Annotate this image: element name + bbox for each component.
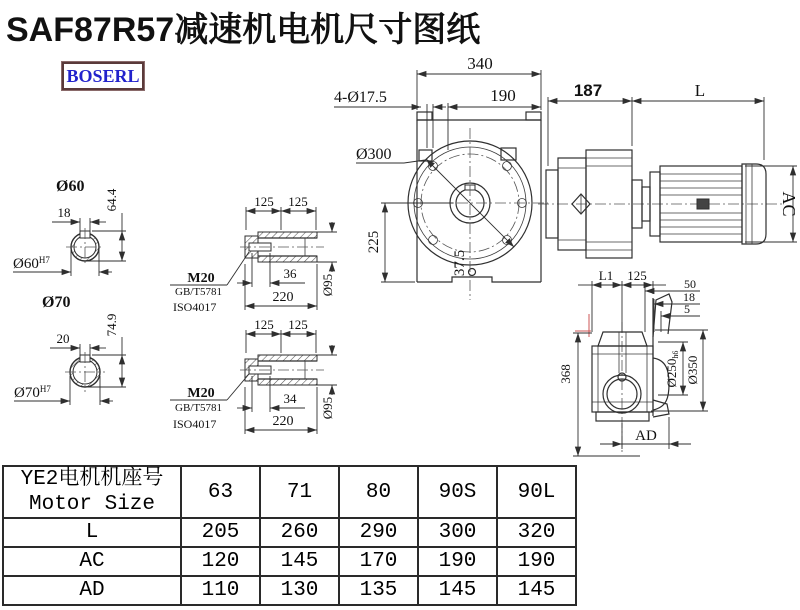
col-63: 63 [181,466,260,518]
cell-AD-63: 110 [181,576,260,605]
dim-125a-bot: 125 [254,317,274,332]
col-80: 80 [339,466,418,518]
front-view [334,54,548,300]
table-header-motor-size [3,466,181,518]
side-view [538,81,799,258]
label-thread-bot: M20 [187,386,215,401]
row-label-AD: AD [3,576,181,605]
label-bore-70-tol: H7 [39,384,51,394]
dim-340: 340 [467,54,493,73]
col-90S: 90S [418,466,497,518]
dim-368: 368 [558,364,573,384]
dim-34: 34 [283,391,297,406]
dim-250h6-tol: h6 [671,350,680,359]
dim-50: 50 [684,277,696,291]
dim-350: Ø350 [685,355,700,385]
label-thread-top: M20 [187,271,215,286]
label-bore-60-tol: H7 [38,255,50,265]
dim-AC: AC [779,191,799,217]
row-label-L: L [3,518,181,547]
shaft-section-70 [14,294,126,405]
dim-225: 225 [366,230,382,254]
dim-220-top: 220 [272,290,294,305]
header-line1: YE2电机机座号 [20,468,164,491]
col-71: 71 [260,466,339,518]
cell-AD-80: 135 [339,576,418,605]
dim-125b-bot: 125 [288,317,308,332]
dim-220-bot: 220 [272,414,294,429]
dim-95-top: Ø95 [320,273,335,297]
dim-37-5: 37.5 [452,249,468,277]
label-std2-top: ISO4017 [173,300,217,314]
sleeve-detail-bottom [170,317,337,434]
cell-L-80: 290 [339,518,418,547]
label-std2-bot: ISO4017 [173,417,217,431]
dim-250h6-main: Ø250 [664,358,679,388]
dim-L1: L1 [598,268,614,283]
table-row-L [3,518,576,547]
dim-L: L [694,81,706,100]
dim-5: 5 [684,302,690,316]
section-title-60: Ø60 [56,178,85,195]
label-bore-70-main: Ø70 [14,385,40,401]
cell-AD-71: 130 [260,576,339,605]
label-bore-60-main: Ø60 [13,256,39,272]
row-label-AC: AC [3,547,181,576]
cell-AC-80: 170 [339,547,418,576]
section-title-70: Ø70 [42,294,71,311]
dim-95-bot: Ø95 [320,396,335,420]
dim-190: 190 [490,86,516,105]
table-row-AD [3,576,576,605]
dim-187: 187 [573,81,603,100]
page-title: SAF87R57减速机电机尺寸图纸 [6,11,481,49]
dim-125a-top: 125 [254,194,274,209]
dim-20-key70: 20 [56,331,70,346]
cell-L-90L: 320 [497,518,576,547]
dim-AD: AD [635,428,657,444]
label-holes: 4-Ø17.5 [334,89,387,106]
dim-18-key60: 18 [57,205,71,220]
header-line2: Motor Size [28,493,156,516]
dim-64-4: 64.4 [104,188,119,212]
label-flange-dia: Ø300 [356,146,392,163]
cell-L-63: 205 [181,518,260,547]
shaft-section-60 [13,178,126,276]
table-row-AC [3,547,576,576]
label-bore-60 [13,255,50,272]
dim-18-rear: 18 [683,290,695,304]
label-std1-bot: GB/T5781 [175,402,223,414]
label-bore-70 [14,384,51,401]
dim-125b-top: 125 [288,194,308,209]
cell-AD-90L: 145 [497,576,576,605]
dim-125-rear: 125 [627,268,647,283]
rear-view [558,268,708,456]
sleeve-detail-top [170,194,337,314]
cell-AC-71: 145 [260,547,339,576]
table-header-row [3,466,576,518]
dim-36: 36 [283,266,297,281]
label-std1-top: GB/T5781 [175,286,223,298]
cell-AC-90L: 190 [497,547,576,576]
motor-size-table [2,465,577,606]
cell-L-90S: 300 [418,518,497,547]
cell-L-71: 260 [260,518,339,547]
dim-250h6 [664,351,680,388]
brand-logo-text: BOSERL [66,65,140,86]
cell-AC-63: 120 [181,547,260,576]
cell-AC-90S: 190 [418,547,497,576]
dim-74-9: 74.9 [104,313,119,337]
cell-AD-90S: 145 [418,576,497,605]
col-90L: 90L [497,466,576,518]
